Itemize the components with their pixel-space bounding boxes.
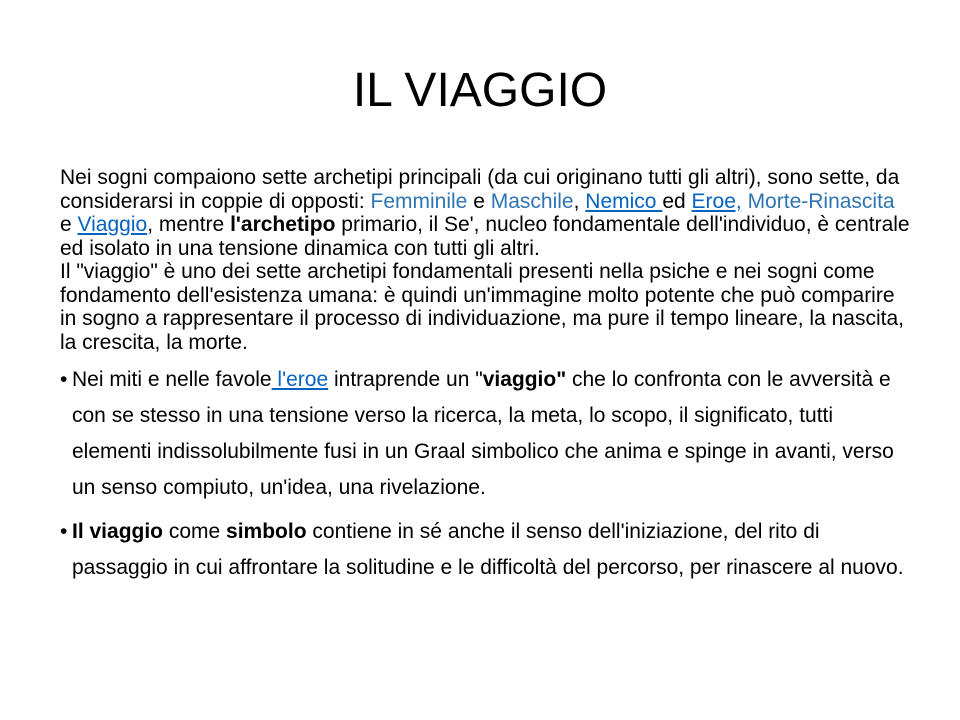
bold-simbolo: simbolo xyxy=(226,520,307,543)
bullet-marker: • xyxy=(60,368,68,391)
bullet-text: come xyxy=(163,520,227,543)
intro-text-start: Nei sogni compaiono sette archetipi principali (da cui originano tutti gli altri), sono sette, da considerarsi in coppie di opposti: xyxy=(60,166,900,213)
archetype-morte-rinascita: Morte-Rinascita xyxy=(747,189,895,213)
intro-text xyxy=(60,166,910,354)
bold-archetipo: l'archetipo xyxy=(230,213,336,236)
bullet-marker: • xyxy=(60,520,68,543)
bullet-item-1 xyxy=(60,362,910,506)
link-eroe[interactable]: Eroe, xyxy=(691,189,742,213)
link-nemico[interactable]: Nemico xyxy=(585,189,663,213)
link-l-eroe[interactable]: l'eroe xyxy=(271,368,329,391)
bold-viaggio: viaggio" xyxy=(482,368,567,391)
intro-paragraph-2: Il "viaggio" è uno dei sette archetipi fondamentali presenti nella psiche e nei sogni come fondamento dell'esistenza umana: è quindi un'immagine molto potente che può comparire in sogno a rappresentare il processo di individuazione, ma pure il tempo lineare, la nascita, la crescita, la morte. xyxy=(60,260,904,354)
bullet-text-end: che lo confronta con le avversità e con se stesso in una tensione verso la ricerca, la meta, lo scopo, il significato, tutti elementi indissolubilmente fusi in un Graal simbolico che anima e spinge in avanti, verso un senso compiuto, un'idea, una rivelazione. xyxy=(72,368,894,499)
bullet-text-start: Nei miti e nelle favole xyxy=(72,368,272,391)
bullet-text-end: contiene in sé anche il senso dell'iniziazione, del rito di passaggio in cui affrontare la solitudine e le difficoltà del percorso, per rinascere al nuovo. xyxy=(72,520,904,579)
archetype-femminile: Femminile xyxy=(370,189,468,213)
slide-body xyxy=(60,166,910,586)
conjunction: e xyxy=(467,189,491,213)
intro-text-mentre: , mentre xyxy=(147,213,231,236)
separator: , xyxy=(573,189,586,213)
archetype-maschile: Maschile xyxy=(490,189,574,213)
conjunction: e xyxy=(60,213,78,236)
intro-text-end: primario, il Se', nucleo fondamentale dell'individuo, è centrale ed isolato in una tensione dinamica con tutti gli altri. xyxy=(60,213,910,260)
bullet-text: intraprende un " xyxy=(328,368,483,391)
bullet-item-2 xyxy=(60,514,910,586)
bold-il-viaggio: Il viaggio xyxy=(72,520,164,543)
slide-title: IL VIAGGIO xyxy=(352,64,608,117)
conjunction: ed xyxy=(662,189,692,213)
link-viaggio[interactable]: Viaggio xyxy=(77,213,148,236)
